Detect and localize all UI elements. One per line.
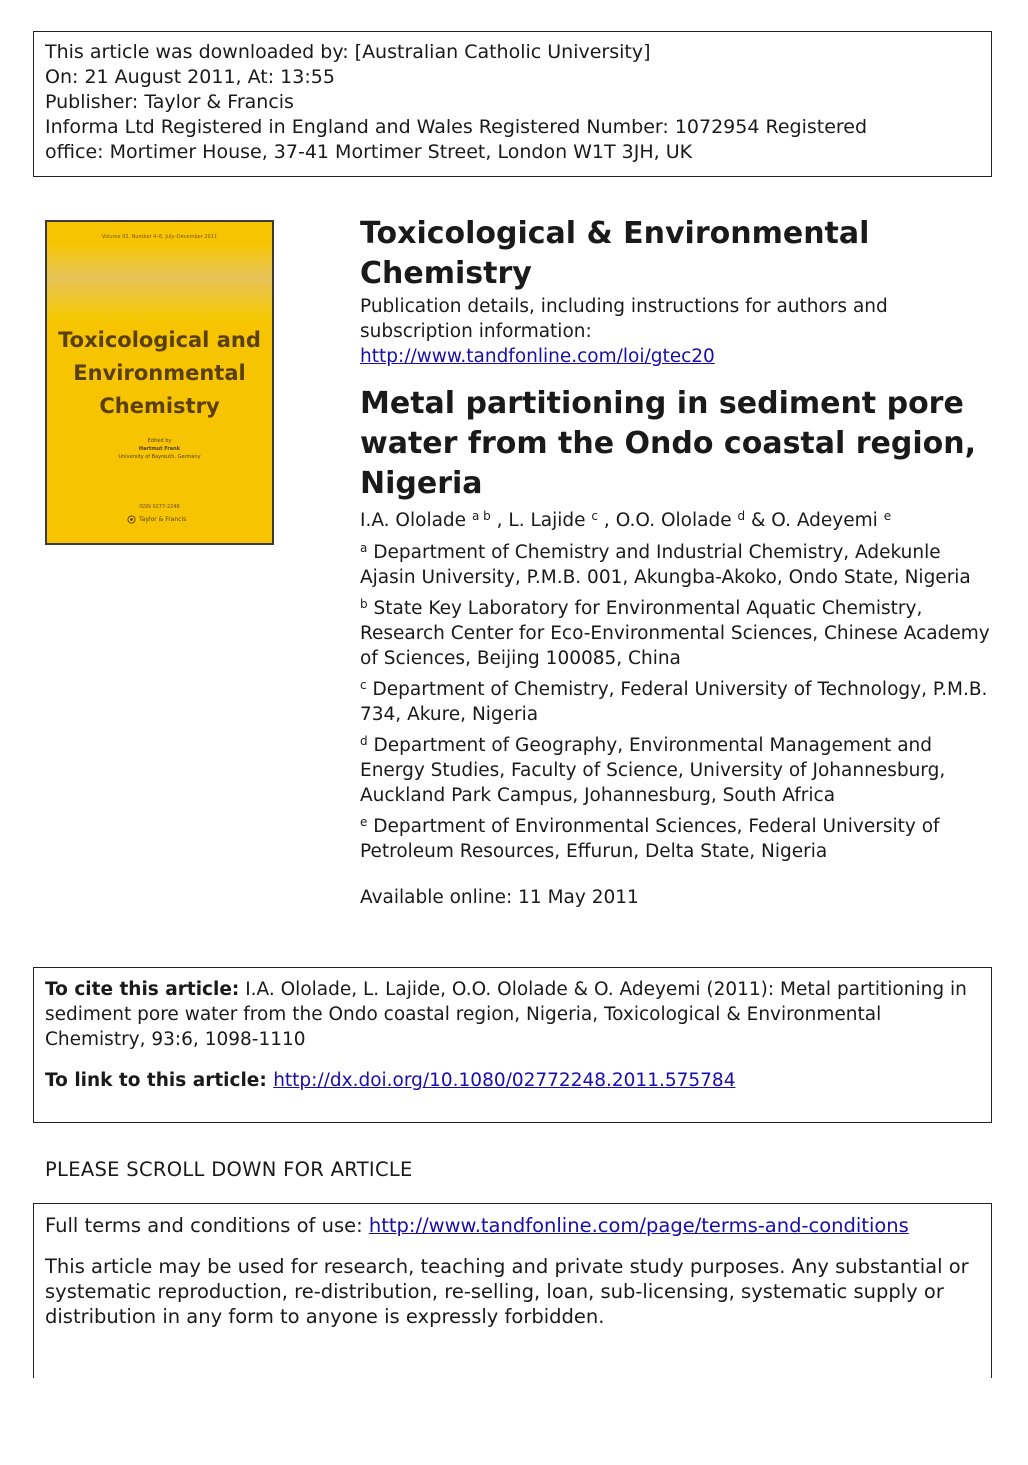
- download-notice-line: This article was downloaded by: [Australian Catholic University]: [45, 41, 651, 63]
- affiliation-item: $^c$ Department of Chemistry, Federal University of Technology, P.M.B. 734, Akure, Nigeria: [360, 678, 988, 725]
- scroll-down-notice: PLEASE SCROLL DOWN FOR ARTICLE: [45, 1158, 413, 1181]
- article-title: Metal partitioning in sediment pore water from the Ondo coastal region, Nigeria: [360, 386, 976, 501]
- download-notice-box: [33, 31, 992, 177]
- journal-url-link[interactable]: http://www.tandfonline.com/loi/gtec20: [360, 346, 715, 367]
- terms-box: [33, 1203, 992, 1378]
- taylor-francis-logo-icon: [127, 515, 136, 524]
- affiliation-item: $^e$ Department of Environmental Sciences, Federal University of Petroleum Resources, Effurun, Delta State, Nigeria: [360, 815, 940, 862]
- cover-title: Toxicological and Environmental Chemistry: [58, 328, 261, 418]
- author-name: O.O. Ololade: [615, 510, 732, 531]
- affiliation-item: $^b$ State Key Laboratory for Environmental Aquatic Chemistry, Research Center for Eco-Environmental Sciences, Chinese Academy of Sciences, Beijing 100085, China: [360, 597, 990, 669]
- office-line: office: Mortimer House, 37-41 Mortimer Street, London W1T 3JH, UK: [45, 141, 693, 163]
- publication-details: Publication details, including instructions for authors and subscription information: http://www.tandfonline.com/loi/gtec20: [360, 296, 888, 367]
- author-name: O. Adeyemi: [771, 510, 878, 531]
- doi-link[interactable]: http://dx.doi.org/10.1080/02772248.2011.575784: [273, 1070, 736, 1091]
- journal-title: Toxicological & Environmental Chemistry: [360, 216, 870, 291]
- journal-cover-image: [45, 220, 274, 545]
- author-affil-marker: a b: [471, 509, 491, 523]
- available-online-date: Available online: 11 May 2011: [360, 887, 639, 908]
- cover-editor: Edited by Hartmut Frank University of Bayreuth, Germany: [118, 438, 201, 460]
- author-name: I.A. Ololade: [360, 510, 467, 531]
- article-link-row: [45, 1068, 980, 1093]
- author-affil-marker: e: [883, 509, 892, 523]
- link-label: To link to this article:: [45, 1070, 274, 1091]
- terms-of-use-line: Full terms and conditions of use: http://www.tandfonline.com/page/terms-and-conditions: [45, 1214, 909, 1237]
- author-list: I.A. Ololade $^{a b}$ , L. Lajide $^c$ , O.O. Ololade $^d$ & O. Adeyemi $^e$: [360, 509, 892, 531]
- download-date-line: On: 21 August 2011, At: 13:55: [45, 66, 335, 88]
- publisher-line: Publisher: Taylor & Francis: [45, 91, 294, 113]
- cover-issn: ISSN 0277-2248: [139, 504, 180, 510]
- publisher-logo: Taylor & Francis: [127, 515, 186, 524]
- author-affil-marker: c: [591, 509, 599, 523]
- author-affil-marker: d: [737, 509, 746, 523]
- affiliation-item: $^a$ Department of Chemistry and Industrial Chemistry, Adekunle Ajasin University, P.M.B. 001, Akungba-Akoko, Ondo State, Nigeria: [360, 541, 971, 588]
- cover-volume-line: Volume 93, Number 4–6, July–December 2011: [101, 234, 218, 240]
- author-name: L. Lajide: [508, 510, 586, 531]
- affiliation-list: [360, 540, 1000, 870]
- citation-text: To cite this article: I.A. Ololade, L. Lajide, O.O. Ololade & O. Adeyemi (2011): Metal partitioning in sediment pore water from the Ondo coastal region, Nigeria, Toxicological & Environmental Chemistry, 93:6, 1098-1110: [45, 979, 967, 1050]
- terms-link[interactable]: http://www.tandfonline.com/page/terms-and-conditions: [368, 1214, 909, 1237]
- cite-label: To cite this article:: [45, 979, 240, 1000]
- citation-box: [33, 967, 992, 1123]
- registration-line: Informa Ltd Registered in England and Wales Registered Number: 1072954 Registered: [45, 116, 868, 138]
- terms-body: This article may be used for research, teaching and private study purposes. Any substantial or systematic reproduction, re-distribution, re-selling, loan, sub-licensing, systematic supply or distribution in any form to anyone is expressly forbidden.: [45, 1255, 969, 1328]
- affiliation-item: $^d$ Department of Geography, Environmental Management and Energy Studies, Faculty of Science, University of Johannesburg, Auckland Park Campus, Johannesburg, South Africa: [360, 734, 946, 806]
